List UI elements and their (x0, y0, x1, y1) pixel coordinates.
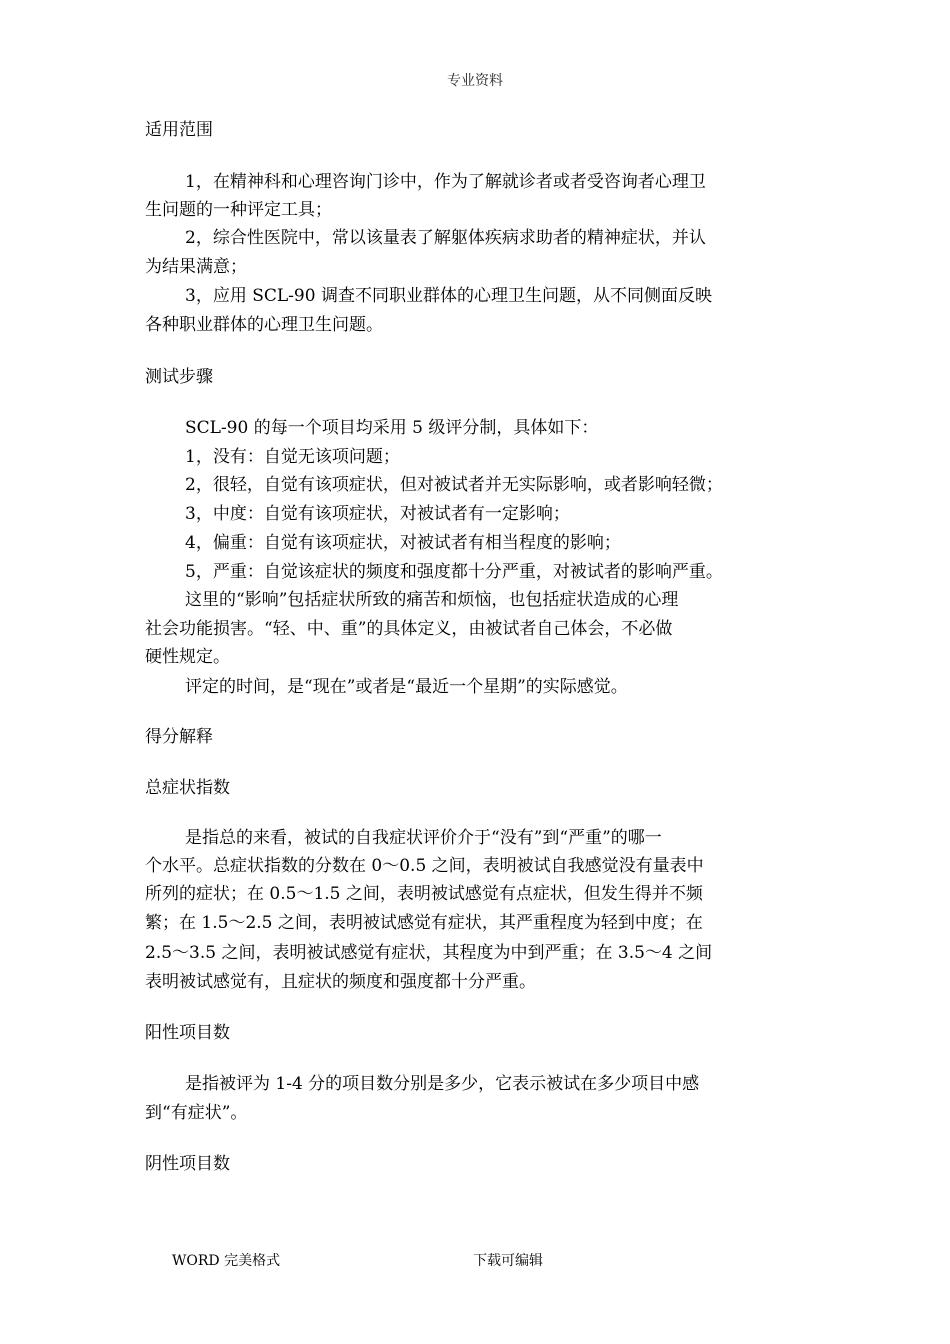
paragraph-line: 个水平。总症状指数的分数在 0～0.5 之间，表明被试自我感觉没有量表中 (145, 856, 704, 876)
section-title-scope: 适用范围 (145, 120, 213, 140)
paragraph-line: 硬性规定。 (145, 647, 230, 667)
paragraph-line: 是指总的来看，被试的自我症状评价介于“没有”到“严重”的哪一 (185, 828, 662, 848)
paragraph-line: 这里的“影响”包括症状所致的痛苦和烦恼，也包括症状造成的心理 (185, 590, 679, 610)
paragraph-line: 所列的症状；在 0.5～1.5 之间，表明被试感觉有点症状，但发生得并不频 (145, 884, 703, 904)
paragraph-line: 到“有症状”。 (145, 1103, 248, 1123)
footer-right: 下载可编辑 (473, 1253, 543, 1269)
paragraph-line: 2，综合性医院中，常以该量表了解躯体疾病求助者的精神症状，并认 (185, 228, 706, 248)
paragraph-line: 社会功能损害。“轻、中、重”的具体定义，由被试者自己体会，不必做 (145, 619, 673, 639)
section-title-steps: 测试步骤 (145, 367, 213, 387)
paragraph-line: 是指被评为 1-4 分的项目数分别是多少，它表示被试在多少项目中感 (185, 1074, 700, 1094)
paragraph-line: 评定的时间，是“现在”或者是“最近一个星期”的实际感觉。 (185, 677, 628, 697)
list-item: 4，偏重：自觉有该项症状，对被试者有相当程度的影响； (185, 533, 621, 553)
page-header: 专业资料 (447, 73, 503, 89)
section-title-total: 总症状指数 (145, 778, 230, 798)
section-title-negative: 阴性项目数 (145, 1154, 230, 1174)
paragraph-line: 3，应用 SCL-90 调查不同职业群体的心理卫生问题，从不同侧面反映 (185, 286, 712, 306)
paragraph-line: 1，在精神科和心理咨询门诊中，作为了解就诊者或者受咨询者心理卫 (185, 172, 706, 192)
list-item: 1，没有：自觉无该项问题； (185, 447, 400, 467)
paragraph-line: 各种职业群体的心理卫生问题。 (145, 315, 383, 335)
list-item: 3，中度：自觉有该项症状，对被试者有一定影响； (185, 504, 570, 524)
list-item: 5，严重：自觉该症状的频度和强度都十分严重，对被试者的影响严重。 (185, 562, 723, 582)
paragraph-line: 表明被试感觉有，且症状的频度和强度都十分严重。 (145, 972, 536, 992)
paragraph-line: SCL-90 的每一个项目均采用 5 级评分制，具体如下： (185, 418, 599, 438)
paragraph-line: 2.5～3.5 之间，表明被试感觉有症状，其程度为中到严重；在 3.5～4 之间 (145, 943, 713, 963)
paragraph-line: 为结果满意； (145, 257, 247, 277)
footer-left: WORD 完美格式 (172, 1253, 281, 1269)
paragraph-line: 生问题的一种评定工具； (145, 200, 332, 220)
paragraph-line: 繁；在 1.5～2.5 之间，表明被试感觉有症状，其严重程度为轻到中度；在 (145, 913, 703, 933)
section-title-positive: 阳性项目数 (145, 1023, 230, 1043)
section-title-score: 得分解释 (145, 727, 213, 747)
list-item: 2，很轻，自觉有该项症状，但对被试者并无实际影响，或者影响轻微； (185, 475, 723, 495)
